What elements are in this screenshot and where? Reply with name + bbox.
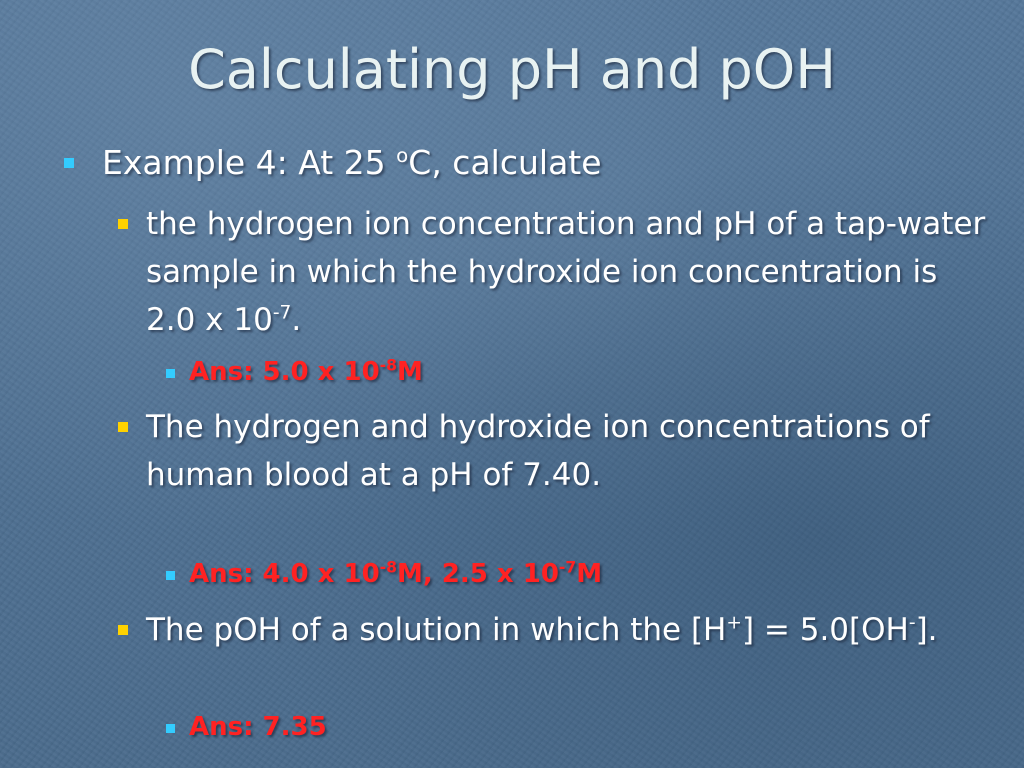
- answer-poh-solution: [189, 710, 969, 744]
- item1-text-post: .: [291, 302, 302, 338]
- item3-sup-minus: -: [908, 612, 916, 634]
- answer2-part1-sup: -8: [379, 558, 397, 577]
- answer2-part2-post: M: [576, 559, 603, 589]
- example-degree-sup: o: [396, 144, 409, 167]
- item3-text-pre: The pOH of a solution in which the [H: [146, 612, 727, 648]
- square-bullet-icon: [166, 369, 175, 378]
- item3-sup-plus: +: [726, 612, 742, 634]
- list-item-tap-water: [146, 200, 986, 344]
- answer1-pre: Ans: 5.0 x 10: [189, 357, 380, 387]
- item3-text-post: ].: [915, 612, 938, 648]
- item1-text-pre: the hydrogen ion concentration and pH of a tap-water sample in which the hydroxide ion concentration is 2.0 x 10: [146, 206, 986, 338]
- answer1-sup: -8: [379, 356, 397, 375]
- answer2-part1-pre: Ans: 4.0 x 10: [189, 559, 380, 589]
- answer-tap-water: [189, 355, 969, 389]
- answer1-post: M: [397, 357, 423, 387]
- list-item-poh-solution: [146, 606, 986, 654]
- list-item-human-blood: [146, 403, 986, 499]
- example-text-pre: Example 4: At 25: [102, 143, 397, 182]
- example-heading: [102, 143, 982, 183]
- answer3-label: Ans: 7.35: [189, 712, 327, 742]
- item2-text: The hydrogen and hydroxide ion concentrations of human blood at a pH of 7.40.: [146, 409, 930, 493]
- square-bullet-icon: [118, 219, 128, 229]
- example-text-post: C, calculate: [408, 143, 602, 182]
- answer2-part1-post: M, 2.5 x 10: [397, 559, 559, 589]
- square-bullet-icon: [118, 625, 128, 635]
- item1-text-sup: -7: [272, 302, 292, 324]
- square-bullet-icon: [64, 158, 74, 168]
- square-bullet-icon: [166, 724, 175, 733]
- square-bullet-icon: [166, 571, 175, 580]
- slide-title: Calculating pH and pOH: [188, 38, 836, 101]
- square-bullet-icon: [118, 422, 128, 432]
- answer2-part2-sup: -7: [558, 558, 577, 577]
- item3-text-mid: ] = 5.0[OH: [741, 612, 909, 648]
- answer-human-blood: [189, 557, 969, 591]
